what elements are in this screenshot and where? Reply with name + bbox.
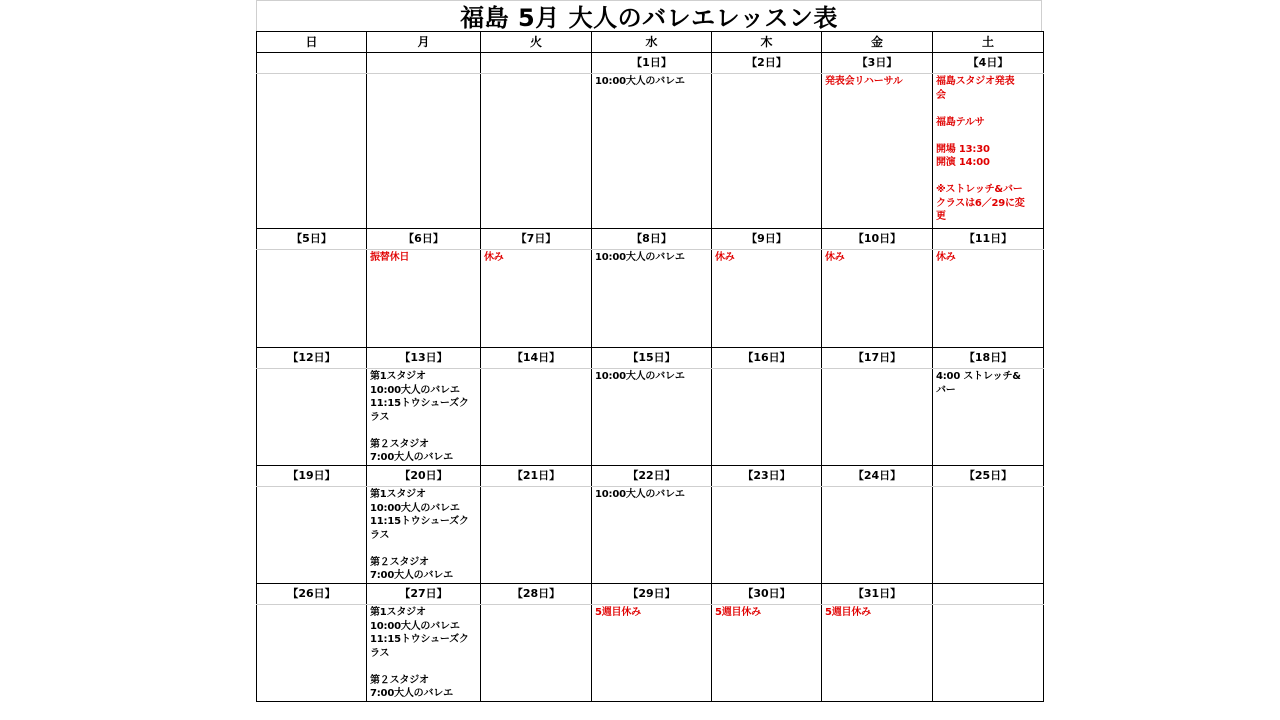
- schedule-entry: ラス: [370, 529, 390, 541]
- schedule-row: [257, 369, 1044, 466]
- day-cell: [367, 250, 481, 348]
- schedule-entry: 第1スタジオ: [370, 371, 426, 382]
- schedule-entry: バー: [936, 384, 956, 396]
- date-cell: [933, 584, 1044, 605]
- schedule-entry: 11:15トウシューズク: [370, 634, 469, 645]
- schedule-row: [257, 74, 1044, 229]
- date-row: [257, 348, 1044, 369]
- schedule-entry: 振替休日: [370, 252, 410, 263]
- date-row: [257, 53, 1044, 74]
- date-cell: 【14日】: [481, 348, 592, 369]
- schedule-entry: 休み: [825, 252, 845, 263]
- day-cell: [822, 369, 933, 466]
- day-cell: [933, 369, 1044, 466]
- schedule-entry: 10:00大人のバレエ: [370, 384, 460, 396]
- date-cell: 【11日】: [933, 229, 1044, 250]
- blank-line: [936, 129, 1043, 143]
- day-cell: [712, 74, 822, 229]
- schedule-entry: 10:00大人のバレエ: [595, 76, 685, 87]
- schedule-entry: 福島スタジオ発表: [936, 76, 1015, 87]
- day-cell: [481, 369, 592, 466]
- schedule-entry: 10:00大人のバレエ: [595, 252, 685, 263]
- date-cell: 【19日】: [257, 466, 367, 487]
- day-cell: [367, 605, 481, 702]
- blank-line: [370, 424, 480, 438]
- weekday-sun: 日: [257, 32, 367, 53]
- date-cell: 【22日】: [592, 466, 712, 487]
- schedule-entry: 福島テルサ: [936, 116, 985, 128]
- date-cell: 【18日】: [933, 348, 1044, 369]
- day-cell: [933, 605, 1044, 702]
- schedule-entry: 休み: [715, 252, 735, 263]
- date-cell: 【4日】: [933, 53, 1044, 74]
- schedule-entry: 第２スタジオ: [370, 556, 429, 568]
- date-cell: [367, 53, 481, 74]
- day-cell: [257, 487, 367, 584]
- date-cell: 【6日】: [367, 229, 481, 250]
- schedule-entry: 10:00大人のバレエ: [595, 489, 685, 500]
- day-cell: [481, 487, 592, 584]
- schedule-entry: 4:00 ストレッチ&: [936, 371, 1021, 382]
- date-cell: 【16日】: [712, 348, 822, 369]
- schedule-entry: ※ストレッチ&バー: [936, 184, 1023, 195]
- date-cell: 【24日】: [822, 466, 933, 487]
- schedule-entry: 5週目休み: [825, 607, 871, 618]
- schedule-entry: 7:00大人のバレエ: [370, 452, 453, 463]
- day-cell: [592, 369, 712, 466]
- date-cell: 【17日】: [822, 348, 933, 369]
- day-cell: [592, 250, 712, 348]
- date-cell: 【21日】: [481, 466, 592, 487]
- day-cell: [257, 605, 367, 702]
- day-cell: [933, 74, 1044, 229]
- date-cell: 【23日】: [712, 466, 822, 487]
- day-cell: [367, 487, 481, 584]
- schedule-entry: 発表会リハーサル: [825, 76, 903, 87]
- day-cell: [367, 74, 481, 229]
- day-cell: [712, 369, 822, 466]
- date-cell: 【27日】: [367, 584, 481, 605]
- weekday-tue: 火: [481, 32, 592, 53]
- schedule-entry: 第1スタジオ: [370, 607, 426, 618]
- date-cell: 【8日】: [592, 229, 712, 250]
- date-cell: 【5日】: [257, 229, 367, 250]
- date-cell: 【12日】: [257, 348, 367, 369]
- day-cell: [592, 487, 712, 584]
- date-row: [257, 584, 1044, 605]
- day-cell: [822, 250, 933, 348]
- day-cell: [257, 369, 367, 466]
- date-cell: 【29日】: [592, 584, 712, 605]
- day-cell: [257, 250, 367, 348]
- date-cell: 【1日】: [592, 53, 712, 74]
- date-row: [257, 229, 1044, 250]
- day-cell: [822, 74, 933, 229]
- schedule-entry: ラス: [370, 411, 390, 423]
- weekday-sat: 土: [933, 32, 1044, 53]
- day-cell: [712, 250, 822, 348]
- schedule-entry: 10:00大人のバレエ: [370, 620, 460, 632]
- schedule-sheet: [256, 0, 1043, 701]
- schedule-entry: 11:15トウシューズク: [370, 516, 469, 527]
- date-cell: [257, 53, 367, 74]
- date-cell: 【2日】: [712, 53, 822, 74]
- weekday-fri: 金: [822, 32, 933, 53]
- schedule-entry: 10:00大人のバレエ: [595, 371, 685, 382]
- date-cell: 【30日】: [712, 584, 822, 605]
- date-row: [257, 466, 1044, 487]
- day-cell: [481, 605, 592, 702]
- date-cell: 【28日】: [481, 584, 592, 605]
- schedule-entry: 更: [936, 211, 946, 222]
- date-cell: 【7日】: [481, 229, 592, 250]
- schedule-entry: 7:00大人のバレエ: [370, 570, 453, 581]
- date-cell: 【31日】: [822, 584, 933, 605]
- schedule-entry: 休み: [484, 252, 504, 263]
- schedule-entry: 開演 14:00: [936, 157, 990, 168]
- schedule-entry: 休み: [936, 252, 956, 263]
- schedule-entry: 開場 13:30: [936, 143, 990, 155]
- day-cell: [592, 74, 712, 229]
- date-cell: 【20日】: [367, 466, 481, 487]
- schedule-title: 福島 5月 大人のバレエレッスン表: [256, 0, 1042, 31]
- blank-line: [370, 542, 480, 556]
- blank-line: [936, 170, 1043, 184]
- day-cell: [712, 605, 822, 702]
- day-cell: [592, 605, 712, 702]
- day-cell: [822, 605, 933, 702]
- calendar-table: [256, 31, 1044, 702]
- schedule-entry: ラス: [370, 647, 390, 659]
- schedule-entry: 11:15トウシューズク: [370, 398, 469, 409]
- date-cell: 【26日】: [257, 584, 367, 605]
- day-cell: [367, 369, 481, 466]
- weekday-thu: 木: [712, 32, 822, 53]
- date-cell: 【3日】: [822, 53, 933, 74]
- schedule-entry: 5週目休み: [595, 607, 641, 618]
- day-cell: [933, 487, 1044, 584]
- schedule-row: [257, 250, 1044, 348]
- day-cell: [481, 250, 592, 348]
- blank-line: [936, 102, 1043, 116]
- day-cell: [933, 250, 1044, 348]
- schedule-entry: クラスは6／29に変: [936, 197, 1025, 209]
- schedule-entry: 第1スタジオ: [370, 489, 426, 500]
- schedule-entry: 5週目休み: [715, 607, 761, 618]
- schedule-row: [257, 487, 1044, 584]
- day-cell: [822, 487, 933, 584]
- schedule-row: [257, 605, 1044, 702]
- schedule-entry: 会: [936, 89, 946, 101]
- weekday-mon: 月: [367, 32, 481, 53]
- day-cell: [712, 487, 822, 584]
- date-cell: 【15日】: [592, 348, 712, 369]
- date-cell: 【25日】: [933, 466, 1044, 487]
- schedule-entry: 第２スタジオ: [370, 438, 429, 450]
- weekday-header-row: [257, 32, 1044, 53]
- day-cell: [257, 74, 367, 229]
- date-cell: [481, 53, 592, 74]
- schedule-entry: 第２スタジオ: [370, 674, 429, 686]
- schedule-entry: 10:00大人のバレエ: [370, 502, 460, 514]
- date-cell: 【10日】: [822, 229, 933, 250]
- weekday-wed: 水: [592, 32, 712, 53]
- day-cell: [481, 74, 592, 229]
- date-cell: 【13日】: [367, 348, 481, 369]
- blank-line: [370, 660, 480, 674]
- date-cell: 【9日】: [712, 229, 822, 250]
- schedule-entry: 7:00大人のバレエ: [370, 688, 453, 699]
